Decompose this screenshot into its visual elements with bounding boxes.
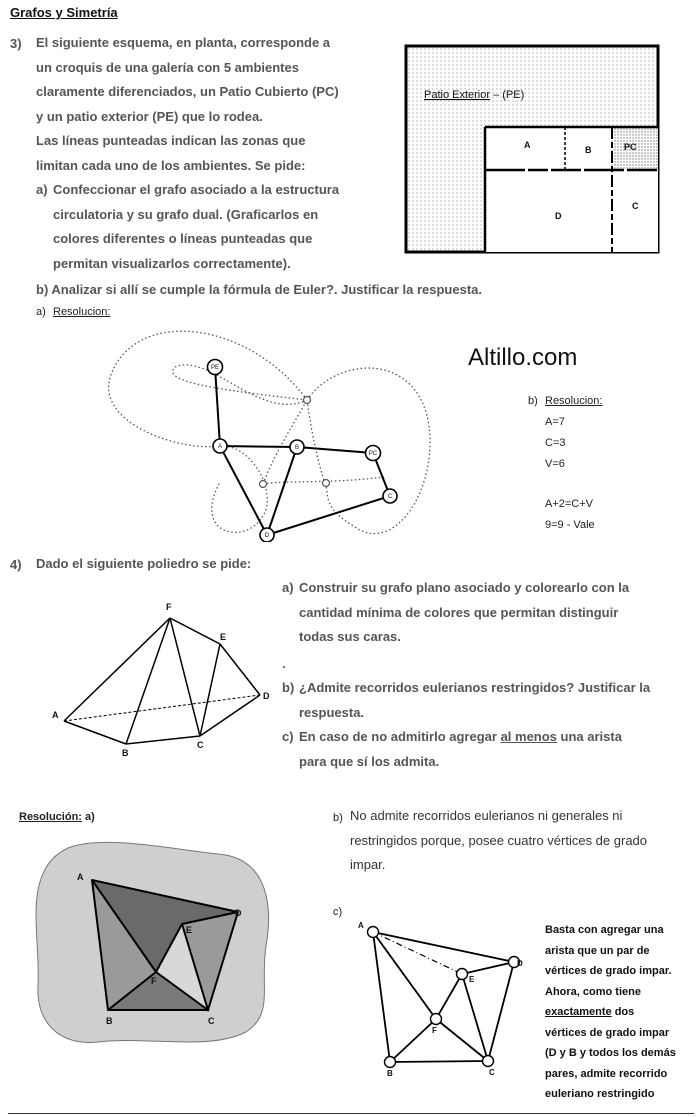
answer-b-text [350, 804, 689, 878]
note-line: arista que un par de [545, 944, 650, 957]
polyhedron-label-b: B [122, 748, 129, 758]
graph-node-c-label: C [387, 494, 393, 500]
item-a-line: permitan visualizarlos correctamente). [53, 255, 291, 271]
note-line: (D y B y todos los demás [545, 1047, 676, 1059]
statement-line: El siguiente esquema, en planta, corresponde a [36, 35, 331, 50]
resolution-a-marker: a) [36, 306, 46, 318]
answer-b-line: restringidos porque, posee cuatro vértices de grado [350, 832, 648, 848]
colored-label-e: E [186, 925, 193, 935]
item-c-line: En caso de no admitirlo agregar al menos una arista [299, 729, 622, 744]
circulation-graph [100, 312, 440, 542]
resolution-b-label: Resolucion: [545, 395, 603, 407]
graph-c-label-e: E [469, 975, 475, 984]
answer-b-line: impar. [350, 857, 386, 872]
euler-aristas: A=7 [545, 416, 565, 428]
room-c-label: C [632, 201, 639, 211]
bottom-rule [8, 1113, 694, 1114]
graph-node-b-label: B [294, 445, 300, 451]
resolution-a-label: Resolucion: [53, 306, 111, 318]
question-4-item-b [299, 676, 689, 725]
polyhedron-label-c: C [197, 740, 204, 750]
graph-c-node-f [431, 1014, 442, 1025]
question-4-number: 4) [10, 557, 22, 572]
polyhedron-label-d: D [263, 691, 270, 701]
note-line: Ahora, como tiene [545, 985, 641, 998]
euler-augmented-graph [350, 916, 540, 1080]
question-3-item-a [53, 178, 376, 276]
item-a-line: todas sus caras. [299, 629, 401, 644]
graph-node-pc-label: PC [368, 451, 378, 457]
euler-result: 9=9 - Vale [545, 519, 595, 531]
item-b-line: respuesta. [299, 704, 365, 720]
item-a-line: Confeccionar el grafo asociado a la estructura [53, 182, 340, 197]
graph-c-label-d: D [517, 959, 523, 968]
note-line: exactamente dos [545, 1006, 635, 1018]
graph-c-node-c [483, 1056, 494, 1067]
graph-c-label-a: A [358, 921, 364, 930]
item-a-line: circulatoria y su grafo dual. (Graficarlos en [53, 206, 319, 222]
q4-item-c-marker: c) [282, 729, 294, 744]
polyhedron-label-e: E [220, 632, 227, 642]
colored-planar-graph [28, 836, 278, 1048]
note-line: euleriano restringido [545, 1088, 655, 1100]
item-c-line: para que sí los admita. [299, 753, 440, 769]
q4-resolution-heading: Resolución: a) [19, 811, 95, 823]
item-a-marker: a) [36, 182, 48, 197]
question-4-item-c [299, 725, 689, 774]
question-3-item-b: b) Analizar si allí se cumple la fórmula de Euler?. Justificar la respuesta. [36, 282, 483, 297]
polyhedron-label-f: F [166, 602, 172, 612]
polyhedron-label-a: A [52, 710, 59, 720]
graph-c-node-e [457, 969, 468, 980]
dual-graph-dotted-edges [109, 331, 430, 533]
hidden-edge-ad [64, 695, 260, 721]
statement-line: claramente diferenciados, un Patio Cubierto (PC) [36, 84, 339, 99]
colored-label-b: B [106, 1016, 113, 1026]
colored-label-c: C [208, 1016, 215, 1026]
item-a-line: Construir su grafo plano asociado y colorearlo con la [299, 580, 630, 595]
floor-plan [404, 44, 660, 254]
graph-node-a-label: A [217, 444, 223, 450]
answer-b-marker: b) [333, 812, 343, 824]
statement-line: Las líneas punteadas indican las zonas que [36, 133, 306, 148]
graph-node-pe-label: PE [210, 365, 220, 371]
statement-line: y un patio exterior (PE) que lo rodea. [36, 108, 263, 124]
note-line: pares, admite recorrido [545, 1067, 668, 1080]
separator-dot: . [282, 656, 286, 671]
item-b-line: ¿Admite recorridos eulerianos restringidos? Justificar la [299, 680, 651, 695]
item-a-line: colores diferentes o líneas punteadas que [53, 231, 313, 246]
answer-c-marker: c) [333, 906, 343, 918]
room-a-label: A [524, 140, 531, 150]
question-3-statement [36, 31, 376, 178]
answer-b-line: No admite recorridos eulerianos ni generales ni [350, 808, 623, 823]
watermark-brand: Altillo.com [468, 344, 578, 371]
added-edge [373, 932, 462, 974]
item-c-emphasis: al menos [500, 729, 557, 744]
room-pc-label: PC [624, 142, 637, 152]
item-a-line: cantidad mínima de colores que permitan distinguir [299, 604, 619, 620]
graph-c-node-b [385, 1057, 396, 1068]
euler-formula: A+2=C+V [545, 498, 594, 510]
note-line: Basta con agregar una [545, 924, 664, 936]
room-b-label: B [585, 145, 592, 155]
graph-node-d-label: D [264, 533, 270, 539]
colored-label-f: F [151, 976, 157, 986]
polyhedron-edges [64, 618, 260, 744]
question-4-item-a [299, 576, 689, 650]
q4-item-b-marker: b) [282, 680, 295, 695]
question-3-number: 3) [10, 36, 22, 51]
note-line: vértices de grado impar. [545, 965, 672, 977]
graph-c-label-b: B [387, 1069, 393, 1078]
answer-c-note [545, 920, 695, 1105]
statement-line: limitan cada uno de los ambientes. Se pide: [36, 157, 306, 173]
graph-c-label-f: F [432, 1026, 437, 1035]
question-4-intro: Dado el siguiente poliedro se pide: [36, 556, 252, 571]
colored-label-d: D [235, 908, 242, 918]
room-d-label: D [555, 211, 562, 221]
resolution-b-marker: b) [528, 395, 538, 407]
note-line: vértices de grado impar [545, 1026, 670, 1039]
q4-item-a-marker: a) [282, 580, 294, 595]
graph-c-node-a [368, 927, 379, 938]
patio-exterior-label: Patio Exterior – (PE) [424, 89, 525, 101]
euler-caras: C=3 [545, 437, 566, 449]
page-title: Grafos y Simetría [10, 5, 118, 20]
colored-label-a: A [77, 872, 84, 882]
graph-c-label-c: C [489, 1068, 495, 1077]
statement-line: un croquis de una galería con 5 ambientes [36, 59, 299, 75]
polyhedron [40, 596, 280, 766]
euler-vertices: V=6 [545, 458, 565, 470]
